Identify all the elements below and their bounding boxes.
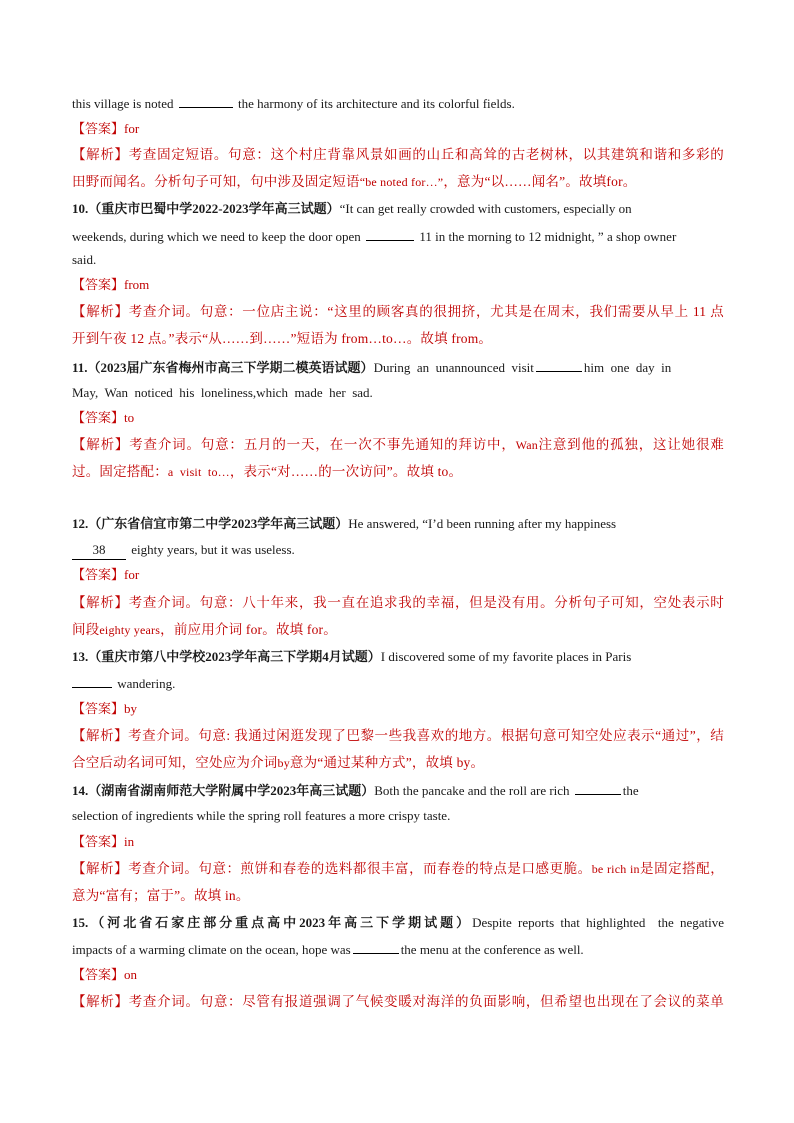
question-text: 11 in the morning to 12 midnight, ” a shop owner (419, 229, 677, 244)
explain-text: 开到午夜 12 点。”表示“从……到……”短语为 from…to…。故填 from。 (72, 331, 493, 346)
explain-text: 考查介词。句意：五月的一天，在一次不事先通知的拜访中， (129, 437, 516, 452)
question-text: May, Wan noticed his loneliness,which made her sad. (72, 385, 373, 400)
explain-tag: 【解析】 (72, 147, 129, 162)
question-source: （重庆市第八中学校2023学年高三下学期4月试题） (88, 649, 381, 664)
q14-explanation (72, 860, 724, 878)
answer-value: for (124, 567, 140, 582)
question-source: （广东省信宜市第二中学2023学年高三试题） (88, 516, 349, 531)
explain-text: 意为“富有；富于”。故填 in。 (72, 888, 250, 903)
explain-tag: 【解析】 (72, 861, 129, 876)
question-text: During an unannounced visit (373, 360, 534, 375)
q10-stem-end (72, 251, 724, 269)
question-text: He answered, “I’d been running after my happiness (348, 516, 617, 531)
explain-text: 间段 (72, 622, 100, 637)
question-text: the menu at the conference as well. (400, 942, 584, 957)
question-source: （2023届广东省梅州市高三下学期二模英语试题） (87, 360, 374, 375)
explain-tag: 【解析】 (72, 437, 130, 452)
q10-stem (72, 200, 724, 218)
explain-text: ，意为“以……闻名”。故填for。 (443, 174, 637, 189)
explain-text: 考查介词。句意：尽管有报道强调了气候变暖对海洋的负面影响，但希望也出现在了会议的菜单 (128, 994, 724, 1009)
q11-stem (72, 358, 724, 377)
q15-explanation (72, 993, 724, 1011)
answer-tag: 【答案】 (72, 834, 125, 849)
question-number: 10. (72, 201, 89, 216)
question-text: Both the pancake and the roll are rich (374, 783, 570, 798)
answer-blank: 38 (72, 541, 126, 560)
question-number: 13. (72, 649, 89, 664)
explain-text: “be noted for…” (359, 175, 444, 189)
explain-text: 过。固定搭配： (72, 464, 168, 479)
q12-explanation (72, 594, 724, 612)
q12-explanation-cont (72, 621, 724, 639)
q10-answer (72, 276, 724, 294)
explain-text: ，前应用介词 for。故填 for。 (160, 622, 337, 637)
question-number: 12. (72, 516, 89, 531)
explain-text: eighty years (99, 623, 161, 637)
question-text: eighty years, but it was useless. (131, 542, 295, 557)
explain-text: 考查介词。句意：八十年来，我一直在追求我的幸福，但是没有用。分析句子可知，空处表示时 (128, 595, 724, 610)
q11-explanation (72, 436, 724, 454)
q11-explanation-cont (72, 463, 724, 481)
q12-stem (72, 515, 724, 533)
explain-tag: 【解析】 (72, 304, 129, 319)
answer-value: in (124, 834, 135, 849)
question-text: Despite reports that highlighted the negative (472, 915, 724, 930)
explain-text: 合空后动名词可知，空处应为介词 (72, 755, 278, 770)
answer-value: on (124, 967, 138, 982)
q10-stem-cont (72, 227, 724, 246)
explain-text: 考查介词。句意：煎饼和春卷的选料都很丰富，而春卷的特点是口感更脆。 (128, 861, 592, 876)
answer-value: to (124, 410, 135, 425)
explain-text: be rich in (591, 862, 640, 876)
q9-stem-text: this village is noted (72, 96, 174, 111)
q13-explanation-cont (72, 754, 724, 772)
q12-stem-cont (72, 541, 724, 560)
question-source: （河北省石家庄部分重点高中2023年高三下学期试题） (88, 915, 473, 930)
q13-stem (72, 648, 724, 666)
q13-stem-cont (72, 674, 724, 693)
answer-blank (353, 940, 399, 954)
answer-blank (179, 94, 233, 108)
question-text: wandering. (117, 676, 176, 691)
q12-answer (72, 566, 724, 584)
q11-answer (72, 409, 724, 427)
answer-blank (72, 674, 112, 688)
question-text: him one day in (583, 360, 672, 375)
explain-text: 是固定搭配， (639, 861, 724, 876)
answer-blank (536, 358, 582, 372)
question-text: weekends, during which we need to keep the door open (72, 229, 361, 244)
answer-tag: 【答案】 (72, 567, 125, 582)
explain-tag: 【解析】 (72, 595, 129, 610)
answer-tag: 【答案】 (72, 410, 125, 425)
answer-value: from (124, 277, 150, 292)
answer-value: for (124, 121, 140, 136)
explain-text: 田野而闻名。分析句子可知，句中涉及固定短语 (72, 174, 360, 189)
explain-text: by (277, 756, 290, 770)
question-source: （湖南省湖南师范大学附属中学2023年高三试题） (88, 783, 375, 798)
q9-answer (72, 120, 724, 138)
question-text: I discovered some of my favorite places in Paris (380, 649, 632, 664)
answer-blank (575, 781, 621, 795)
q9-explanation (72, 146, 724, 164)
explain-tag: 【解析】 (72, 994, 129, 1009)
question-text: said. (72, 252, 97, 267)
q10-explanation (72, 303, 724, 321)
q10-explanation-cont (72, 330, 724, 348)
q9-stem (72, 94, 724, 113)
q9-explanation-cont (72, 173, 724, 191)
question-source: （重庆市巴蜀中学2022-2023学年高三试题） (88, 201, 340, 216)
q15-answer (72, 966, 724, 984)
q15-stem (72, 914, 724, 932)
question-number: 11. (72, 360, 88, 375)
q15-stem-cont (72, 940, 724, 959)
q14-explanation-cont (72, 887, 724, 905)
explain-text: 注意到他的孤独，这让她很难 (537, 437, 724, 452)
answer-value: by (124, 701, 138, 716)
question-number: 14. (72, 783, 89, 798)
explain-text: 考查介词。句意：一位店主说：“这里的顾客真的很拥挤，尤其是在周末，我们需要从早上 11 点 (128, 304, 724, 319)
q9-stem-text: the harmony of its architecture and its colorful fields. (237, 96, 515, 111)
explain-text: 考查介词。句意: 我通过闲逛发现了巴黎一些我喜欢的地方。根据句意可知空处应表示“通过”，结 (128, 728, 725, 743)
q14-stem (72, 781, 724, 800)
question-text: “It can get really crowded with customers, especially on (339, 201, 632, 216)
question-text: the (622, 783, 639, 798)
question-text: selection of ingredients while the spring roll features a more crispy taste. (72, 808, 451, 823)
question-number: 15. (72, 915, 89, 930)
explain-text: Wan (515, 438, 538, 452)
explain-text: a visit to… (167, 465, 230, 479)
answer-blank (366, 227, 414, 241)
answer-tag: 【答案】 (72, 121, 125, 136)
q14-answer (72, 833, 724, 851)
answer-tag: 【答案】 (72, 701, 125, 716)
explain-text: 考查固定短语。句意：这个村庄背靠风景如画的山丘和高耸的古老树林，以其建筑和谐和多彩的 (128, 147, 724, 162)
answer-tag: 【答案】 (72, 967, 125, 982)
explain-text: ，表示“对……的一次访问”。故填 to。 (229, 464, 463, 479)
explain-tag: 【解析】 (72, 728, 129, 743)
q13-answer (72, 700, 724, 718)
q14-stem-cont (72, 807, 724, 825)
explain-text: 意为“通过某种方式”，故填 by。 (289, 755, 485, 770)
question-text: impacts of a warming climate on the ocean, hope was (72, 942, 351, 957)
q13-explanation (72, 727, 724, 745)
answer-tag: 【答案】 (72, 277, 125, 292)
q11-stem-cont (72, 384, 724, 402)
